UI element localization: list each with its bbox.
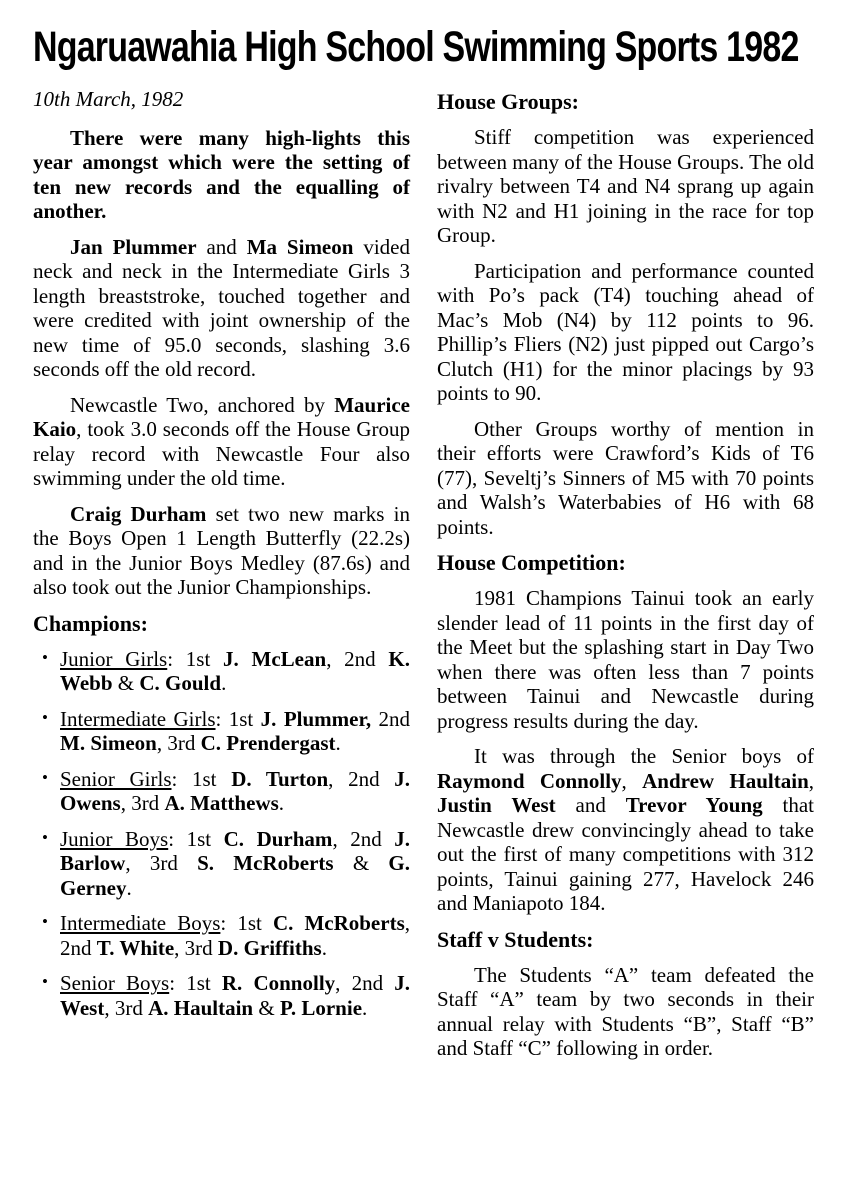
right-column-blocks bbox=[437, 89, 814, 1061]
paragraph: Craig Durham set two new marks in the Boys Open 1 Length Butterfly (22.2s) and in the Junior Boys Medley (87.6s) and also took out the Junior Championships. bbox=[33, 501, 410, 600]
bullet-icon: • bbox=[42, 647, 48, 667]
list-item: • Intermediate Girls: 1st J. Plummer, 2nd M. Simeon, 3rd C. Prendergast. bbox=[42, 706, 411, 756]
list-item: • Junior Boys: 1st C. Durham, 2nd J. Barlow, 3rd S. McRoberts & G. Gerney. bbox=[42, 826, 411, 900]
bullet-icon: • bbox=[42, 912, 48, 932]
bullet-icon: • bbox=[42, 972, 48, 992]
left-column bbox=[33, 87, 410, 1031]
paragraph: 1981 Champions Tainui took an early slender lead of 11 points in the first day of the Meet but the splashing start in Day Two when there was often less than 7 points between Tainui and Newcastle during progress results during the day. bbox=[437, 586, 814, 733]
paragraph: The Students “A” team defeated the Staff “A” team by two seconds in their annual relay with Students “B”, Staff “B” and Staff “C” following in order. bbox=[437, 962, 814, 1061]
bullet-icon: • bbox=[42, 767, 48, 787]
left-column-blocks bbox=[33, 126, 410, 1021]
article-date: 10th March, 1982 bbox=[33, 87, 184, 112]
section-heading: Champions: bbox=[33, 610, 148, 636]
article-columns bbox=[33, 87, 820, 1072]
section-heading: House Competition: bbox=[437, 550, 626, 576]
paragraph: Newcastle Two, anchored by Maurice Kaio, took 3.0 seconds off the House Group relay record with Newcastle Four also swimming under the old time. bbox=[33, 392, 410, 491]
section-heading: House Groups: bbox=[437, 89, 580, 115]
section-heading: Staff v Students: bbox=[437, 926, 594, 952]
paragraph: Jan Plummer and Ma Simeon vided neck and neck in the Intermediate Girls 3 length breaststroke, touched together and were credited with joint ownership of the new time of 95.0 seconds, slashing 3.6 seconds off the old record. bbox=[33, 234, 410, 382]
paragraph: Other Groups worthy of mention in their efforts were Crawford’s Kids of T6 (77), Seveltj’s Sinners of M5 with 70 points and Walsh’s Waterbabies of H6 with 68 points. bbox=[437, 416, 814, 539]
bullet-icon: • bbox=[42, 707, 48, 727]
list-item: • Junior Girls: 1st J. McLean, 2nd K. Webb & C. Gould. bbox=[42, 646, 410, 696]
paragraph: There were many high-lights this year amongst which were the setting of ten new records and the equalling of another. bbox=[33, 125, 410, 224]
paragraph: Participation and performance counted with Po’s pack (T4) touching ahead of Mac’s Mob (N4) by 112 points to 96. Phillip’s Fliers (N2) just pipped out Cargo’s Clutch (H1) for the minor placings by 93 points to 90. bbox=[437, 258, 814, 406]
paragraph: Stiff competition was experienced between many of the House Groups. The old rivalry between T4 and N4 sprang up again with N2 and H1 joining in the race for top Group. bbox=[437, 125, 814, 248]
list-item: • Senior Girls: 1st D. Turton, 2nd J. Owens, 3rd A. Matthews. bbox=[42, 766, 410, 816]
right-column bbox=[437, 87, 814, 1072]
list-item: • Intermediate Boys: 1st C. McRoberts, 2nd T. White, 3rd D. Griffiths. bbox=[42, 911, 410, 960]
list-item: • Senior Boys: 1st R. Connolly, 2nd J. West, 3rd A. Haultain & P. Lornie. bbox=[42, 971, 410, 1020]
bullet-icon: • bbox=[42, 827, 48, 847]
paragraph: It was through the Senior boys of Raymond Connolly, Andrew Haultain, Justin West and Trevor Young that Newcastle drew convincingly ahead to take out the first of many competitions with 312 points, Tainui gaining 277, Havelock 246 and Maniapoto 184. bbox=[437, 744, 815, 916]
page-title: Ngaruawahia High School Swimming Sports 1982 bbox=[33, 23, 799, 71]
